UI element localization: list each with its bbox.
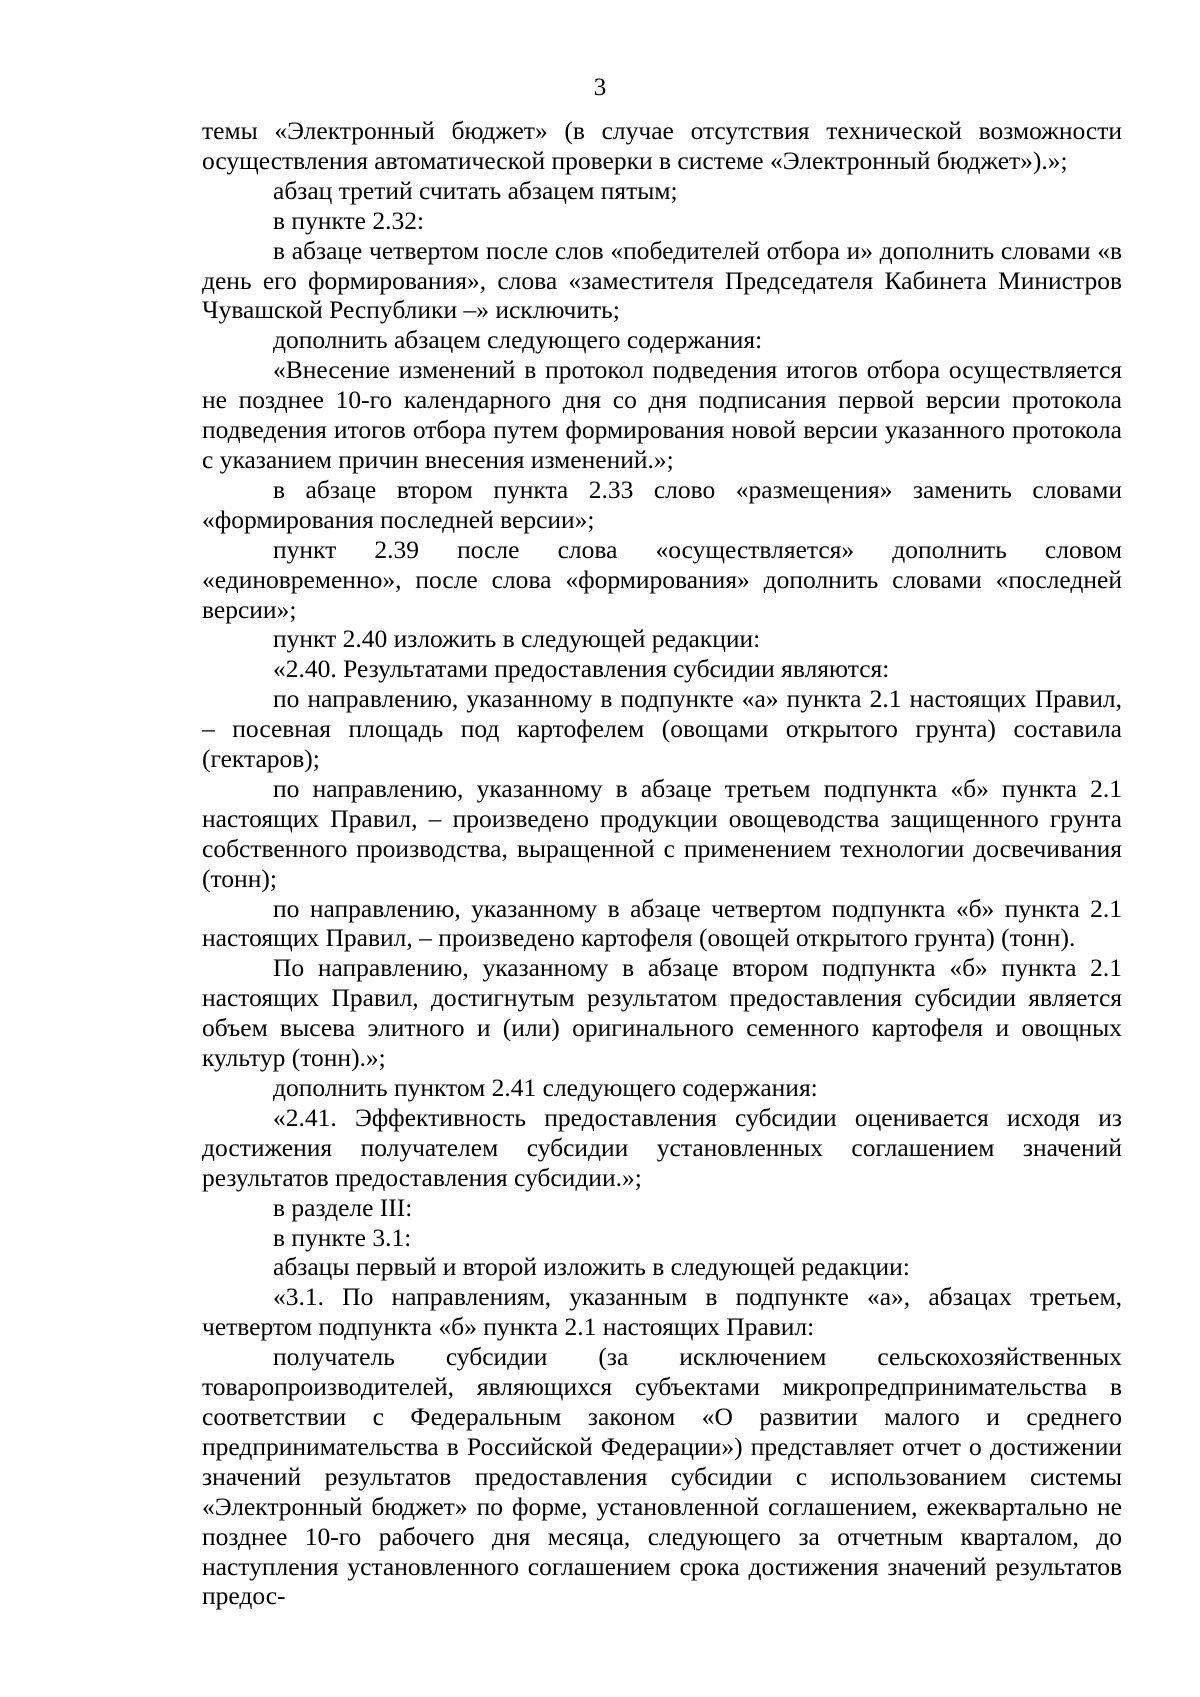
paragraph: пункт 2.39 после слова «осуществляется» дополнить словом «единовременно», после слова «формирования» дополнить словами «последней версии»; [202, 534, 1122, 624]
paragraph: дополнить пунктом 2.41 следующего содержания: [273, 1073, 818, 1102]
paragraph: в пункте 2.32: [273, 205, 425, 235]
paragraph: абзацы первый и второй изложить в следующей редакции: [273, 1252, 910, 1282]
paragraph: по направлению, указанному в абзаце четвертом подпункта «б» пункта 2.1 настоящих Правил, – произведено картофеля (овощей открытого грунта) (тонн). [202, 893, 1122, 953]
paragraph: получатель субсидии (за исключением сельскохозяйственных товаропроизводителей, являющихся субъектами микропредпринимательства в соответствии с Федеральным законом «О развитии малого и среднего предпринимательства в Российской Федерации») представляет отчет о достижении значений результатов предоставления субсидии с использованием системы «Электронный бюджет» по форме, установленной соглашением, ежеквартально не позднее 10-го рабочего дня месяца, следующего за отчетным кварталом, до наступления установленного соглашением срока достижения значений результатов предос- [202, 1342, 1122, 1611]
paragraph: абзац третий считать абзацем пятым; [273, 175, 678, 205]
document-body [202, 116, 1122, 1611]
paragraph-continuation: темы «Электронный бюджет» (в случае отсутствия технической возможности осуществления автоматической проверки в системе «Электронный бюджет»).»; [202, 116, 1122, 175]
paragraph: «2.40. Результатами предоставления субсидии являются: [273, 654, 890, 684]
paragraph: По направлению, указанному в абзаце втором подпункта «б» пункта 2.1 настоящих Правил, достигнутым результатом предоставления субсидии является объем высева элитного и (или) оригинального семенного картофеля и овощных культур (тонн).»; [202, 953, 1122, 1073]
paragraph: по направлению, указанному в абзаце третьем подпункта «б» пункта 2.1 настоящих Правил, – произведено продукции овощеводства защищенного грунта собственного производства, выращенной с применением технологии досвечивания (тонн); [202, 773, 1122, 893]
paragraph: дополнить абзацем следующего содержания: [273, 325, 763, 355]
paragraph: по направлению, указанному в подпункте «а» пункта 2.1 настоящих Правил, – посевная площадь под картофелем (овощами открытого грунта) составила (гектаров); [202, 684, 1122, 774]
paragraph: пункт 2.40 изложить в следующей редакции: [273, 624, 761, 654]
paragraph: в абзаце втором пункта 2.33 слово «размещения» заменить словами «формирования последней версии»; [202, 474, 1122, 534]
paragraph: в абзаце четвертом после слов «победителей отбора и» дополнить словами «в день его формирования», слова «заместителя Председателя Кабинета Министров Чувашской Республики –» исключить; [202, 235, 1122, 325]
paragraph: в пункте 3.1: [273, 1222, 412, 1252]
page-number: 3 [593, 74, 607, 101]
paragraph: «Внесение изменений в протокол подведения итогов отбора осуществляется не позднее 10-го календарного дня со дня подписания первой версии протокола подведения итогов отбора путем формирования новой версии указанного протокола с указанием причин внесения изменений.»; [202, 355, 1122, 474]
paragraph: «3.1. По направлениям, указанным в подпункте «а», абзацах третьем, четвертом подпункта «б» пункта 2.1 настоящих Правил: [202, 1282, 1122, 1342]
paragraph: в разделе III: [273, 1192, 413, 1222]
paragraph: «2.41. Эффективность предоставления субсидии оценивается исходя из достижения получателем субсидии установленных соглашением значений результатов предоставления субсидии.»; [202, 1102, 1122, 1192]
